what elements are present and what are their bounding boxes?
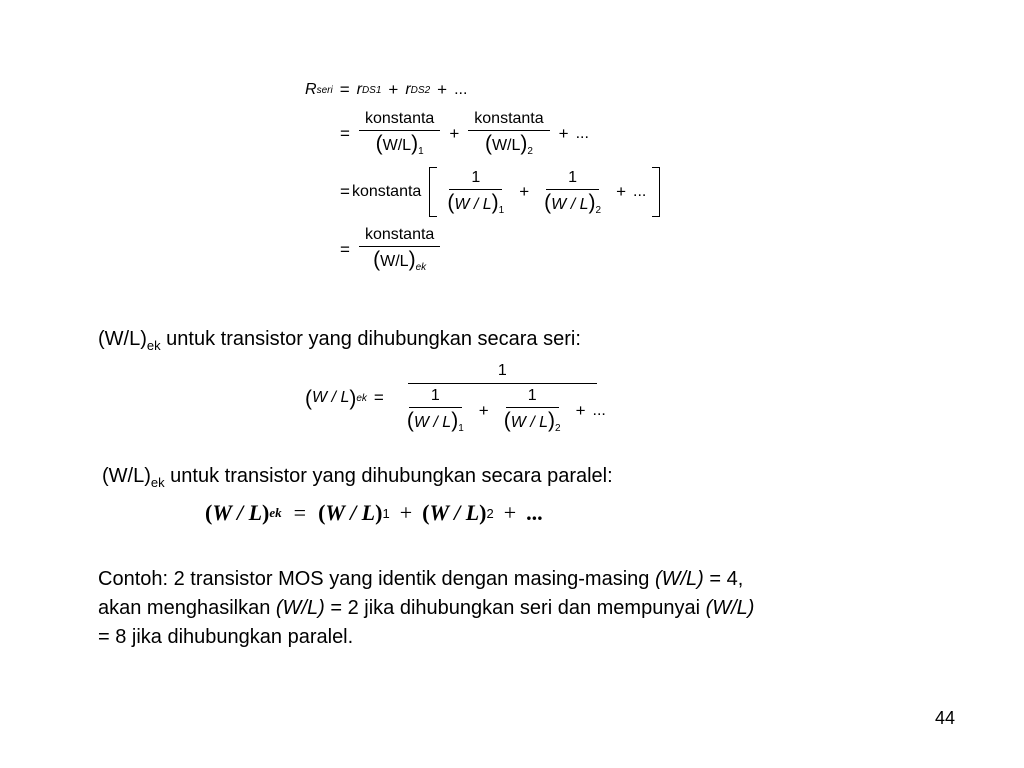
- denominator-sum: [393, 384, 612, 434]
- wl-italic: (W/L): [705, 597, 755, 619]
- inner-fraction-1: [401, 387, 470, 434]
- ellipsis: ...: [454, 81, 468, 98]
- inner-fraction-2: [498, 387, 567, 434]
- denominator: $(W/L)_{ek}$: [373, 248, 427, 273]
- equation-line-2: [340, 110, 589, 157]
- left-bracket: [429, 167, 437, 217]
- konstanta-text: konstanta: [351, 183, 422, 200]
- subscript-2: 2: [486, 505, 494, 521]
- r-ds1-subscript: DS1: [361, 84, 382, 96]
- equals-sign: =: [340, 182, 350, 201]
- plus-sign: +: [449, 123, 460, 143]
- parallel-heading-text: untuk transistor yang dihubungkan secara paralel:: [164, 465, 613, 487]
- wl-text: W / L: [325, 500, 376, 525]
- page-number: 44: [935, 708, 956, 728]
- equals-sign: =: [339, 80, 350, 99]
- plus-sign: +: [575, 400, 586, 420]
- subscript: 1: [418, 146, 424, 157]
- equation-line-4: [340, 226, 442, 273]
- plus-sign: +: [616, 182, 627, 201]
- serial-heading: [98, 328, 581, 353]
- wl-text: W / L: [212, 500, 263, 525]
- plus-sign: +: [399, 500, 413, 525]
- denominator: $(W / L)_2$: [544, 190, 602, 216]
- numerator: konstanta: [359, 110, 440, 131]
- r-ds2-symbol: r: [405, 81, 411, 98]
- ellipsis: ...: [633, 183, 647, 200]
- example-line-1: [98, 565, 958, 594]
- subscript: 2: [555, 423, 561, 434]
- wl-text: W/L: [380, 253, 409, 270]
- fraction-konstanta-wl-ek: [359, 226, 440, 273]
- example-line-2: [98, 594, 958, 623]
- r-seri-subscript: seri: [316, 84, 333, 96]
- parallel-heading: [102, 465, 613, 490]
- numerator: 1: [409, 387, 462, 408]
- wl-text: W/L: [491, 137, 521, 154]
- example-text: = 2 jika dihubungkan seri dan mempunyai: [324, 597, 706, 619]
- denominator: $(W/L)_1$: [375, 132, 424, 157]
- wl-text: W / L: [312, 389, 350, 406]
- plus-sign: +: [519, 182, 530, 201]
- ek-subscript: ek: [146, 338, 161, 353]
- wl-text: W / L: [454, 195, 492, 213]
- wl-label: (W/L): [98, 328, 147, 350]
- serial-main-fraction: [393, 362, 612, 434]
- wl-text: W / L: [429, 500, 480, 525]
- example-text: akan menghasilkan: [98, 597, 276, 619]
- wl-text: W / L: [510, 414, 549, 431]
- ek-subscript: ek: [150, 475, 165, 490]
- wl-text: W / L: [413, 414, 452, 431]
- plus-sign: +: [558, 123, 569, 143]
- ellipsis: ...: [526, 500, 543, 525]
- subscript: 2: [527, 146, 533, 157]
- equation-line-1: [305, 80, 467, 100]
- example-text: = 4,: [703, 568, 744, 590]
- wl-label: (W/L): [102, 465, 151, 487]
- fraction-one-over-wl1: [441, 169, 510, 216]
- plus-sign: +: [437, 80, 448, 99]
- denominator: $(W / L)_2$: [503, 409, 561, 434]
- r-ds2-subscript: DS2: [410, 84, 431, 96]
- fraction-konstanta-wl2: [468, 110, 549, 157]
- serial-heading-text: untuk transistor yang dihubungkan secara seri:: [160, 328, 581, 350]
- subscript-1: 1: [382, 505, 390, 521]
- plus-sign: +: [388, 80, 399, 99]
- numerator: konstanta: [359, 226, 440, 247]
- equals-sign: =: [293, 500, 307, 525]
- r-seri-symbol: R: [305, 81, 317, 98]
- example-text: = 8 jika dihubungkan paralel.: [98, 626, 354, 648]
- subscript: ek: [415, 262, 427, 273]
- parallel-formula: ( W / L ) ek = ( W / L ) 1 + ( W / L ) 2 + ...: [205, 500, 543, 525]
- numerator: 1: [546, 169, 599, 190]
- equals-sign: =: [373, 388, 384, 407]
- denominator: $(W/L)_2$: [484, 132, 533, 157]
- numerator-one: 1: [408, 362, 597, 384]
- equals-sign: =: [340, 123, 350, 143]
- subscript: 1: [458, 423, 464, 434]
- ellipsis: ...: [575, 124, 589, 142]
- equals-sign: =: [340, 239, 350, 259]
- subscript: 1: [498, 204, 505, 216]
- wl-text: W/L: [382, 137, 412, 154]
- serial-formula: ( W / L ) ek = 1 $\frac{1}{(W / L)_1}$ + $\frac{1}{(W / L)_2}$ + ...: [305, 362, 614, 434]
- numerator: 1: [449, 169, 502, 190]
- plus-sign: +: [478, 400, 489, 420]
- ellipsis: ...: [592, 401, 606, 419]
- wl-italic: (W/L): [654, 568, 704, 590]
- fraction-one-over-wl2: [538, 169, 607, 216]
- ek-subscript: ek: [269, 505, 282, 520]
- example-line-3: [98, 623, 958, 652]
- equation-line-3: [340, 167, 660, 217]
- r-ds1-symbol: r: [356, 81, 362, 98]
- plus-sign: +: [503, 500, 517, 525]
- wl-italic: (W/L): [275, 597, 325, 619]
- denominator: $(W / L)_1$: [406, 409, 464, 434]
- numerator: 1: [506, 387, 559, 408]
- wl-text: W / L: [551, 195, 589, 213]
- example-paragraph: [98, 565, 958, 652]
- denominator: $(W / L)_1$: [447, 190, 505, 216]
- example-text: Contoh: 2 transistor MOS yang identik dengan masing-masing: [98, 568, 655, 590]
- ek-subscript: ek: [356, 392, 367, 404]
- subscript: 2: [595, 204, 602, 216]
- fraction-konstanta-wl1: [359, 110, 440, 157]
- numerator: konstanta: [468, 110, 549, 131]
- right-bracket: [652, 167, 660, 217]
